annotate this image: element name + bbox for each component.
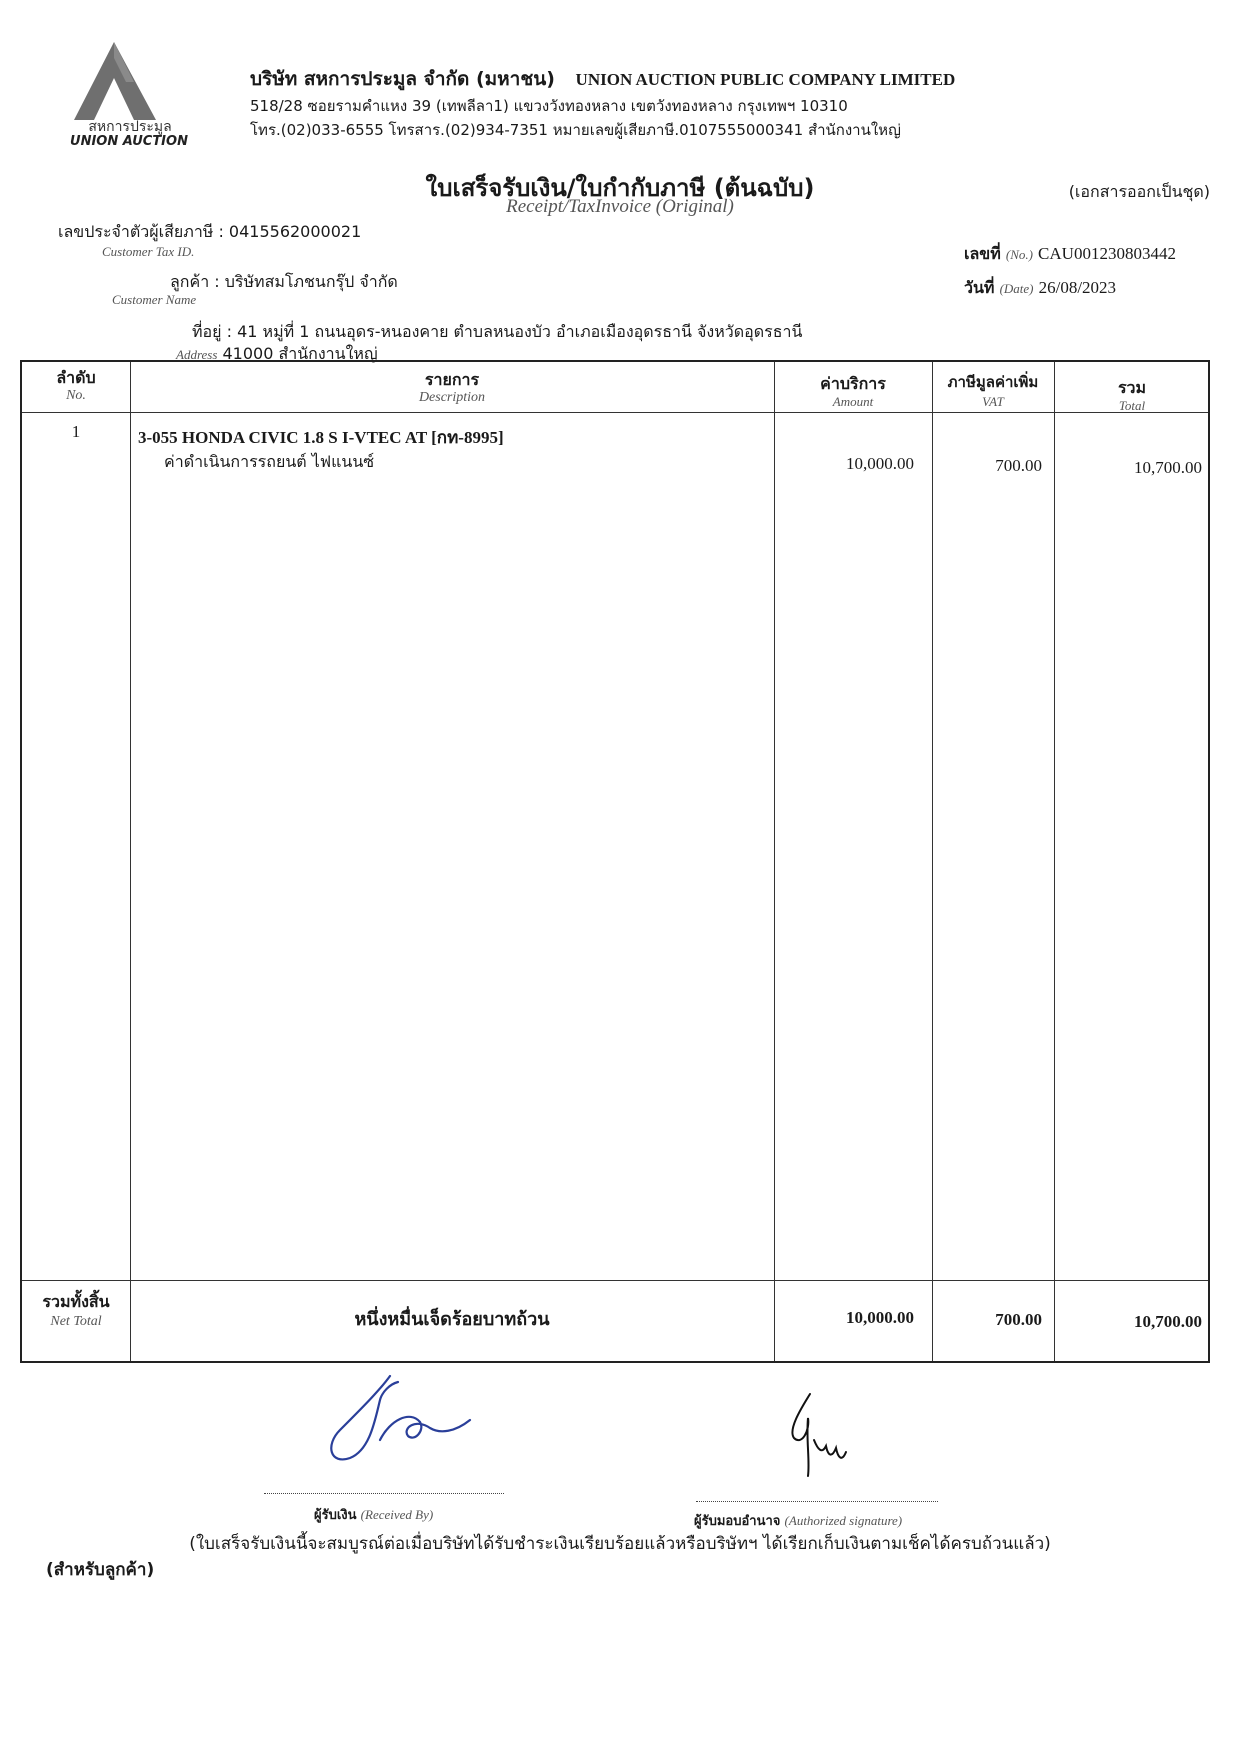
logo-text-th: สหการประมูล (88, 119, 172, 135)
net-total-label: รวมทั้งสิ้น (42, 1292, 110, 1311)
header-no: ลำดับ (56, 368, 96, 387)
address-line2: 41000 สำนักงานใหญ่ (222, 344, 378, 363)
tax-id-label: เลขประจำตัวผู้เสียภาษี : (58, 222, 224, 241)
footer-note: (ใบเสร็จรับเงินนี้จะสมบูรณ์ต่อเมื่อบริษัทได้รับชำระเงินเรียบร้อยแล้วหรือบริษัทฯ ได้เรียกเก็บเงินตามเช็คได้ครบถ้วนแล้ว) (189, 1534, 1051, 1554)
doc-number-label-en: (No.) (1005, 247, 1033, 262)
doc-number-row (964, 242, 1176, 267)
row-title: 3-055 HONDA CIVIC 1.8 S I-VTEC AT [กท-8995] (138, 428, 504, 447)
customer-row (170, 270, 398, 295)
company-address: 518/28 ซอยรามคำแหง 39 (เทพลีลา1) แขวงวังทองหลาง เขตวังทองหลาง กรุงเทพฯ 10310 (250, 97, 848, 115)
copy-label: (สำหรับลูกค้า) (46, 1560, 155, 1580)
items-table (20, 360, 1210, 1363)
customer-label: ลูกค้า : (170, 272, 220, 291)
row-amount: 10,000.00 (846, 454, 914, 473)
header-amount: ค่าบริการ (820, 374, 886, 393)
tax-id-label-en: Customer Tax ID. (102, 244, 195, 259)
receiver-label-en: (Received By) (360, 1507, 434, 1522)
address-line1: 41 หมู่ที่ 1 ถนนอุดร-หนองคาย ตำบลหนองบัว อำเภอเมืองอุดรธานี จังหวัดอุดรธานี (237, 322, 803, 341)
amount-in-words: หนึ่งหมื่นเจ็ดร้อยบาทถ้วน (354, 1309, 550, 1330)
net-vat: 700.00 (995, 1310, 1042, 1329)
document-title: ใบเสร็จรับเงิน/ใบกำกับภาษี (ต้นฉบับ) (425, 174, 815, 202)
tax-id-row (58, 220, 361, 245)
authorized-label-en: (Authorized signature) (784, 1513, 903, 1528)
row-detail: ค่าดำเนินการรถยนต์ ไฟแนนซ์ (164, 452, 375, 471)
net-total: 10,700.00 (1134, 1312, 1202, 1331)
doc-number-label: เลขที่ (964, 244, 1001, 263)
net-total-label-en: Net Total (50, 1314, 102, 1329)
doc-number: CAU001230803442 (1038, 244, 1176, 263)
header-total: รวม (1117, 378, 1147, 397)
doc-date: 26/08/2023 (1038, 278, 1117, 297)
doc-date-label-en: (Date) (999, 281, 1034, 296)
receiver-signature-line (264, 1493, 504, 1494)
header-description-en: Description (418, 390, 486, 405)
address-label: ที่อยู่ : (192, 322, 233, 341)
header-vat: ภาษีมูลค่าเพิ่ม (947, 373, 1039, 391)
company-contact: โทร.(02)033-6555 โทรสาร.(02)934-7351 หมายเลขผู้เสียภาษี.0107555000341 สำนักงานใหญ่ (250, 121, 901, 139)
receiver-signature (320, 1370, 480, 1470)
authorized-label (694, 1510, 902, 1531)
document-set-note: (เอกสารออกเป็นชุด) (1068, 182, 1210, 201)
receiver-label-th: ผู้รับเงิน (314, 1508, 357, 1523)
row-total: 10,700.00 (1134, 458, 1202, 477)
logo-text-en: UNION AUCTION (70, 134, 188, 149)
authorized-signature-line (696, 1501, 938, 1502)
net-amount: 10,000.00 (846, 1308, 914, 1327)
customer-label-en: Customer Name (112, 292, 197, 307)
header-no-en: No. (66, 388, 86, 403)
row-no: 1 (71, 422, 81, 441)
document-subtitle: Receipt/TaxInvoice (Original) (506, 196, 734, 217)
customer-name: บริษัทสมโภชนกรุ๊ป จำกัด (224, 272, 398, 291)
authorized-signature (780, 1390, 860, 1480)
tax-id-value: 0415562000021 (228, 222, 362, 241)
header-vat-en: VAT (982, 394, 1004, 409)
doc-date-row (964, 276, 1116, 301)
receiver-label (314, 1504, 433, 1525)
company-name (250, 64, 955, 94)
address-label-en: Address (176, 347, 218, 362)
doc-date-label: วันที่ (964, 278, 995, 297)
header-total-en: Total (1118, 398, 1146, 413)
company-name-en: UNION AUCTION PUBLIC COMPANY LIMITED (575, 70, 956, 89)
header-description: รายการ (424, 370, 480, 389)
company-name-th: บริษัท สหการประมูล จำกัด (มหาชน) (250, 68, 555, 90)
authorized-label-th: ผู้รับมอบอำนาจ (694, 1514, 781, 1529)
row-vat: 700.00 (995, 456, 1042, 475)
company-logo (64, 42, 194, 152)
header-amount-en: Amount (832, 394, 874, 409)
